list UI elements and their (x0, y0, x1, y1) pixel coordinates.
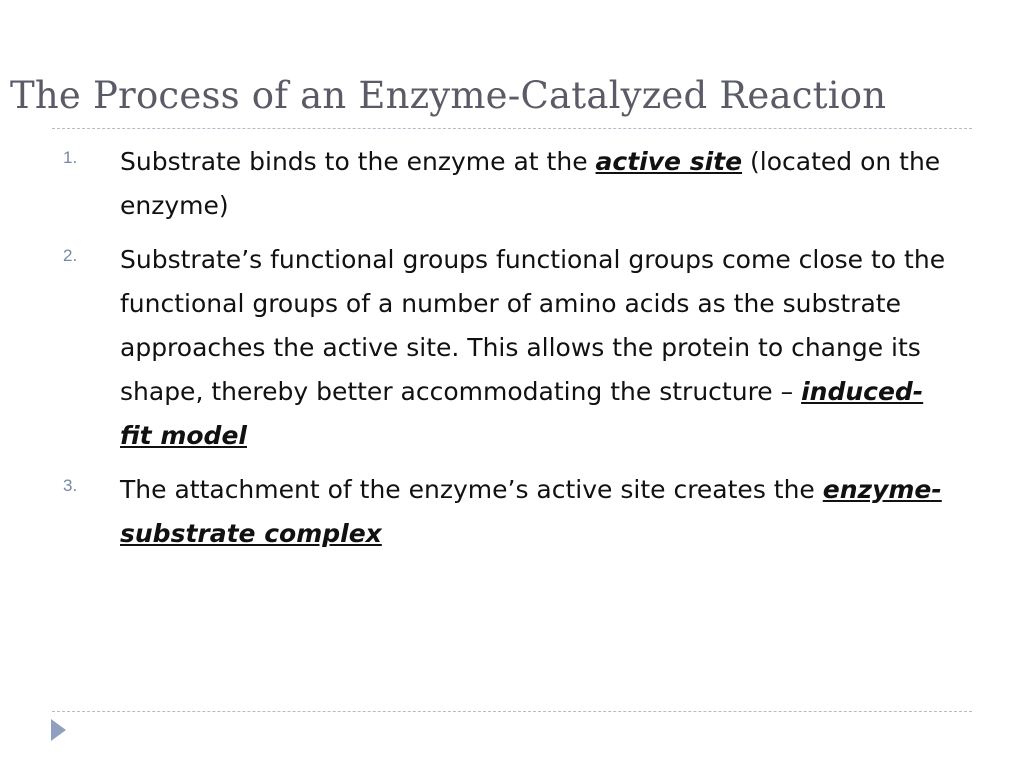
list-number: 3. (63, 476, 78, 495)
list-item (0, 468, 1024, 556)
triangle-right-icon[interactable] (51, 719, 66, 741)
numbered-list (0, 140, 1024, 566)
item-text-before: The attachment of the enzyme’s active site creates the (120, 475, 823, 504)
list-item-text (120, 468, 950, 556)
list-number: 1. (63, 148, 78, 167)
item-text-before: Substrate’s functional groups functional groups come close to the functional groups of a number of amino acids as the substrate approaches the active site. This allows the protein to change its shape, thereby better accommodating the structure – (120, 245, 946, 406)
slide-title: The Process of an Enzyme-Catalyzed Reaction (10, 74, 887, 117)
key-term: induced-fit model (120, 377, 924, 450)
item-text-before: Substrate binds to the enzyme at the (120, 147, 596, 176)
list-item-text (120, 238, 950, 458)
item-text-after: (located on the enzyme) (120, 147, 941, 220)
key-term: enzyme-substrate complex (120, 475, 942, 548)
list-item-text (120, 140, 950, 228)
key-term: active site (595, 147, 743, 176)
list-item (0, 140, 1024, 228)
footer-divider (52, 711, 972, 712)
title-divider (52, 128, 972, 129)
list-number: 2. (63, 246, 78, 265)
list-item (0, 238, 1024, 458)
